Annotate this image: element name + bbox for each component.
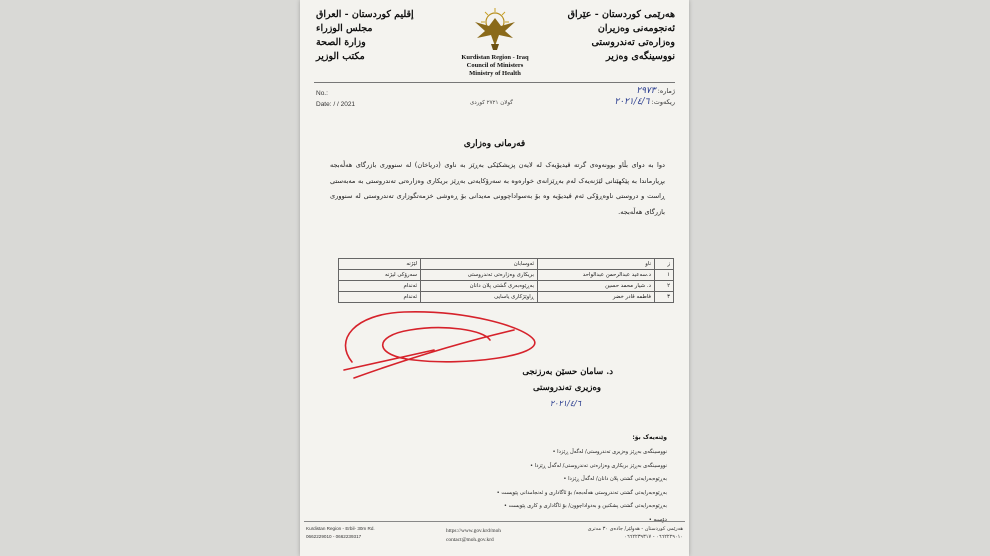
meta-left: [316, 88, 355, 110]
document-page: [300, 0, 689, 556]
footer-line: هەرێمی کوردستان - هەولێر/ جادەی ٣٠ مەتری: [587, 526, 683, 532]
header-arabic: [316, 8, 416, 64]
table-cell: سەرۆکی لیژنە: [339, 270, 421, 281]
meta-center-date: گولان ٢٧٢١ کوردی: [470, 100, 513, 106]
table-cell: ئەندام: [339, 292, 421, 303]
footer-line: 0662229010 - 0662239317: [306, 534, 362, 539]
footer-center: [446, 527, 501, 545]
document-body: دوا بە دوای بڵاو بوونەوەی گرتە ڤیدیۆیەک لە لایەن پزیشکێکی بەڕێز بە ناوی (دریاخان) لە سنووری بازرگای هەڵەبجە بڕیارماندا بە پێکهێنانی لێژنەیەک لەم بەڕێزانەی خوارەوە بە سەرۆکایەتی بەڕێز بریکاری وەزارەتی تەندروستی بە مەبەستی ڕاست و دروستی ناوەڕۆکی ئەم ڤیدیۆیە وە بۆ بەسواداچوونی مەیدانی بۆ ڕەوشی خزمەتگوزاری تەندروستی لە سنووری بازرگای هەڵەبجە.: [330, 161, 665, 216]
header-divider: [314, 82, 675, 83]
signature-scribble-icon: [314, 300, 554, 380]
signatory-name: د. سامان حسێن بەرزنجی: [522, 367, 613, 377]
table-cell: ٢: [655, 281, 674, 292]
table-cell: ١: [655, 270, 674, 281]
table-header-cell: ناو: [538, 259, 655, 270]
table-cell: د.سەعید عبدالرحمن عبدالواحد: [538, 270, 655, 281]
list-item: بەڕێوەبەرایەتی گشتی پشکنین و بەدواداچوون/ بۆ ئاگاداری و کاری پێویست •: [347, 500, 667, 514]
list-item: بەڕێوەبەرایەتی گشتی پلان دانان/ لەگەڵ ڕێزدا •: [347, 473, 667, 487]
header-line: هەرێمی کوردستان - عێراق: [567, 9, 675, 20]
list-item: بەڕێوەبەرایەتی گشتی تەندروستی هەڵەبجە/ بۆ ئاگاداری و ئەنجامدانی پێویست •: [347, 487, 667, 501]
table-cell: ئەندام: [339, 281, 421, 292]
signatory-title: وەزیری تەندروستی: [532, 383, 601, 393]
header-kurdish: [555, 8, 675, 64]
header-line: مكتب الوزير: [316, 51, 365, 62]
committee-table: [338, 258, 674, 303]
table-cell: د. شیار محمد حسین: [538, 281, 655, 292]
table-header-row: [339, 259, 674, 270]
cc-heading: وێنەیەک بۆ:: [632, 434, 667, 441]
list-item: نووسینگەی بەڕێز وەزیری تەندروستی/ لەگەڵ ڕێزدا •: [347, 446, 667, 460]
date-field-rtl: ریکەوت: ٢٠٢١/٤/٦: [614, 97, 675, 107]
table-cell: بەڕێوەبەری گشتی پلان دانان: [421, 281, 538, 292]
header-line: إقليم كوردستان - العراق: [316, 9, 414, 20]
header-line: مجلس الوزراء: [316, 23, 373, 34]
list-item: دۆسیە •: [347, 514, 667, 528]
number-field: No.:: [316, 90, 328, 97]
number-field-rtl: ژمارە: ٢٩٧٣: [636, 86, 675, 96]
kurdistan-emblem-icon: [467, 4, 523, 52]
header-line: وەزارەتی تەندروستی: [591, 37, 675, 48]
document-title: فەرمانی وەزاری: [463, 139, 526, 149]
footer-website: https://www.gov.krd/moh: [446, 528, 502, 534]
table-header-cell: ئەوسابان: [421, 259, 538, 270]
table-row: [339, 281, 674, 292]
meta-right: [614, 86, 675, 108]
signature-date: ٢٠٢١/٤/٦: [549, 399, 581, 408]
footer-email: contact@moh.gov.krd: [446, 537, 494, 543]
footer-left: [306, 525, 375, 541]
table-header-cell: ز: [655, 259, 674, 270]
header-english: [440, 54, 550, 78]
header-line: ئەنجومەنی وەزیران: [597, 23, 675, 34]
table-cell: ٣: [655, 292, 674, 303]
header-line: Ministry of Health: [469, 70, 521, 77]
table-cell: ڕاوێژکاری یاسایی: [421, 292, 538, 303]
table-row: [339, 270, 674, 281]
date-field: Date: / / 2021: [316, 101, 356, 108]
cc-list: [347, 446, 667, 527]
footer-divider: [304, 521, 685, 522]
footer-line: ٠٦٦٢٢٢٩٠١٠ - ٠٦٦٢٢٣٩٣١٧: [624, 534, 683, 540]
footer-line: Kurdistan Region - Erbil- 30m Rd.: [306, 526, 375, 531]
header-line: نووسینگەی وەزیر: [606, 51, 675, 62]
header-line: وزارة الصحة: [316, 37, 366, 48]
header-line: Kurdistan Region - Iraq: [461, 54, 529, 61]
list-item: نووسینگەی بەڕێز بریکاری وەزارەتی تەندروستی/ لەگەڵ ڕێزدا •: [347, 460, 667, 474]
table-header-cell: لێژنە: [339, 259, 421, 270]
table-cell: بریکاری وەزارەتی تەندروستی: [421, 270, 538, 281]
footer-right: [588, 525, 683, 541]
table-cell: فاطمە قادر خضر: [538, 292, 655, 303]
header-line: Council of Ministers: [466, 62, 524, 69]
